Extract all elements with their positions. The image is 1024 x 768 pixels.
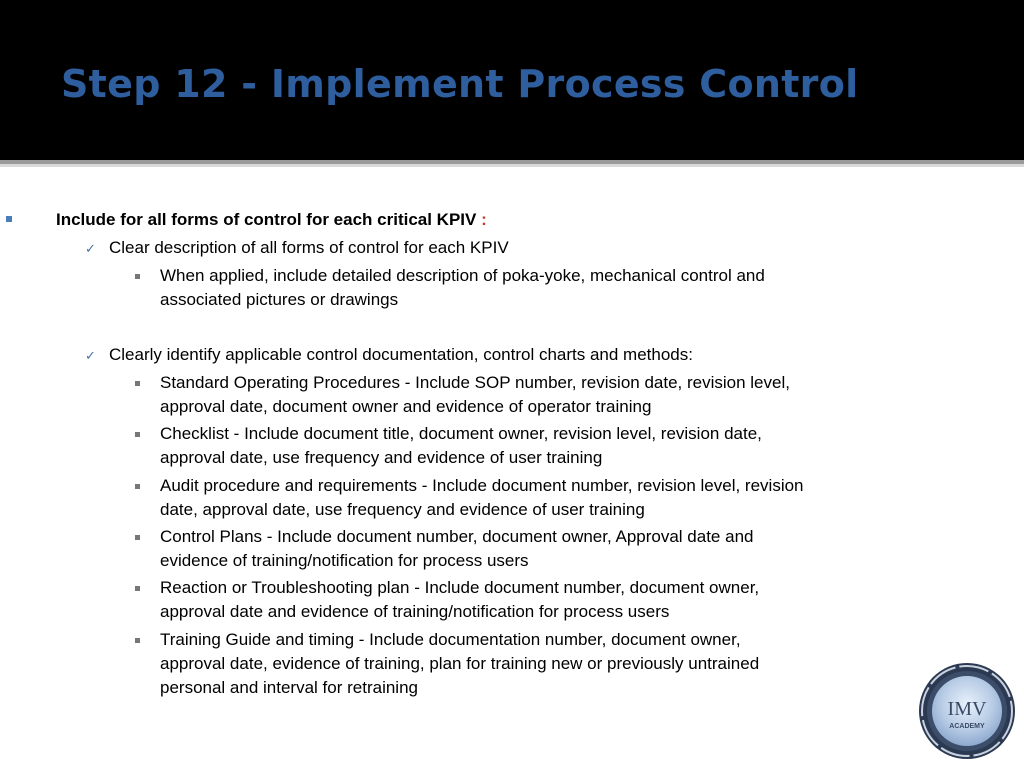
list-item-line: associated pictures or drawings (160, 290, 399, 309)
list-item-line: approval date and evidence of training/notification for process users (160, 602, 670, 621)
list-item-line: Audit procedure and requirements - Include document number, revision level, revision (160, 476, 804, 495)
main-bullet-heading (56, 208, 487, 232)
list-item-line: Control Plans - Include document number, document owner, Approval date and (160, 527, 754, 546)
list-item-line: evidence of training/notification for process users (160, 551, 529, 570)
logo-subtitle: ACADEMY (949, 723, 985, 730)
heading-colon: : (481, 210, 487, 229)
logo-emblem-icon (917, 661, 1017, 761)
list-item-line: When applied, include detailed description of poka-yoke, mechanical control and (160, 266, 765, 285)
heading-text: Include for all forms of control for each critical KPIV (56, 210, 477, 229)
slide-title: Step 12 - Implement Process Control (61, 62, 859, 106)
checkmark-icon: ✓ (85, 242, 96, 257)
list-item-line: approval date, use frequency and evidence of user training (160, 448, 603, 467)
list-item-line: Checklist - Include document title, document owner, revision level, revision date, (160, 424, 762, 443)
checkmark-icon: ✓ (85, 349, 96, 364)
section-1-text: Clear description of all forms of control for each KPIV (109, 238, 509, 257)
imv-academy-logo (917, 661, 1017, 761)
sub-bullet-icon (135, 586, 140, 591)
sub-bullet-icon (135, 484, 140, 489)
sub-bullet-icon (135, 638, 140, 643)
sub-bullet-icon (135, 274, 140, 279)
list-item-line: approval date, evidence of training, plan for training new or previously untrained (160, 654, 760, 673)
square-bullet-icon (6, 216, 12, 222)
sub-bullet-icon (135, 535, 140, 540)
list-item-line: date, approval date, use frequency and evidence of user training (160, 500, 645, 519)
list-item-line: Reaction or Troubleshooting plan - Include document number, document owner, (160, 578, 760, 597)
list-item-line: approval date, document owner and evidence of operator training (160, 397, 652, 416)
sub-bullet-icon (135, 432, 140, 437)
section-2-text: Clearly identify applicable control documentation, control charts and methods: (109, 345, 693, 364)
list-item-line: Training Guide and timing - Include documentation number, document owner, (160, 630, 741, 649)
list-item-line: personal and interval for retraining (160, 678, 418, 697)
logo-name: IMV (947, 698, 987, 720)
list-item-line: Standard Operating Procedures - Include SOP number, revision date, revision level, (160, 373, 790, 392)
sub-bullet-icon (135, 381, 140, 386)
